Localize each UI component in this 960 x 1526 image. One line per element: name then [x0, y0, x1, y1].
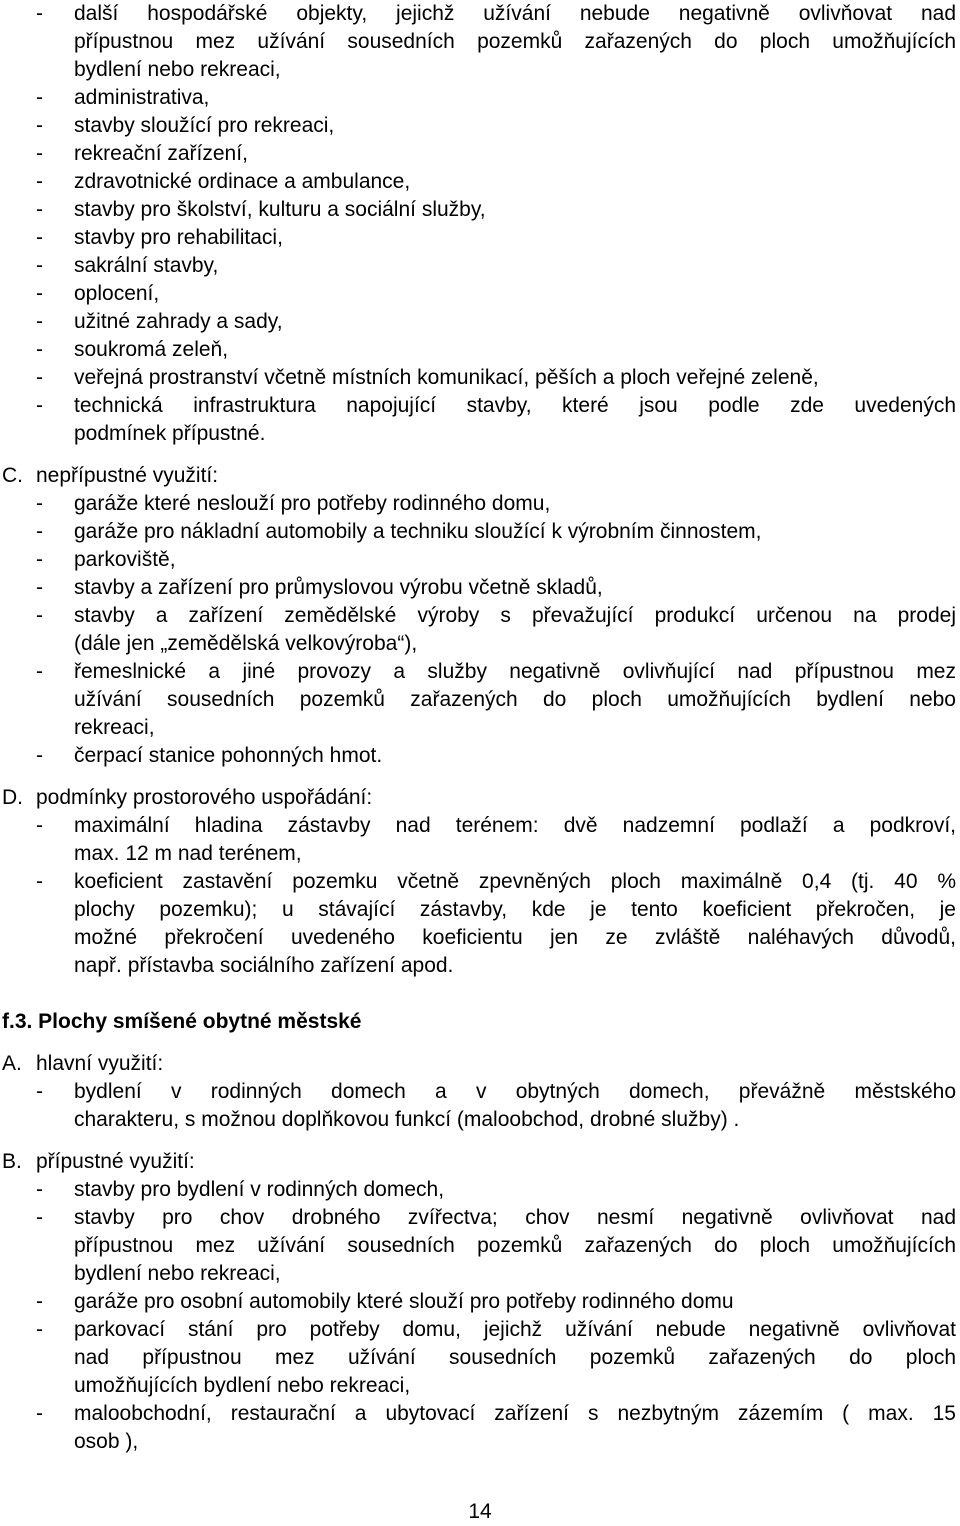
list-dash: - — [36, 198, 43, 221]
list-item-text: parkovací stání pro potřeby domu, jejichž užívání nebude negativně ovlivňovat — [74, 1318, 956, 1341]
list-dash: - — [36, 1080, 43, 1103]
section-label: C. — [2, 464, 23, 487]
list-item-text: administrativa, — [74, 86, 210, 109]
list-item-text: stavby a zařízení zemědělské výroby s převažující produkcí určenou na prodej — [74, 604, 956, 627]
list-dash: - — [36, 282, 43, 305]
list-item-text: technická infrastruktura napojující stavby, které jsou podle zde uvedených — [74, 394, 956, 417]
list-item — [36, 336, 956, 364]
list-dash: - — [36, 86, 43, 109]
list-item — [36, 392, 956, 420]
list-item — [36, 140, 956, 168]
section-heading-b — [2, 1148, 956, 1176]
list-dash: - — [36, 870, 43, 893]
list-item-text: stavby pro rehabilitaci, — [74, 226, 283, 249]
section-title: nepřípustné využití: — [36, 464, 219, 487]
list-dash: - — [36, 744, 43, 767]
list-dash: - — [36, 576, 43, 599]
list-item-text: koeficient zastavění pozemku včetně zpevněných ploch maximálně 0,4 (tj. 40 % — [74, 870, 956, 893]
list-item-continuation: přípustnou mez užívání sousedních pozemků zařazených do ploch umožňujících — [74, 30, 956, 53]
list-item — [36, 1288, 956, 1316]
section-title: podmínky prostorového uspořádání: — [36, 786, 373, 809]
list-dash: - — [36, 660, 43, 683]
list-dash: - — [36, 226, 43, 249]
list-dash: - — [36, 1318, 43, 1341]
list-item — [36, 224, 956, 252]
list-item-continuation: (dále jen „zemědělská velkovýroba“), — [74, 632, 418, 655]
list-dash: - — [36, 548, 43, 571]
list-item — [36, 308, 956, 336]
list-dash: - — [36, 492, 43, 515]
page-number: 14 — [468, 1500, 492, 1523]
list-item — [36, 112, 956, 140]
list-item-text: maloobchodní, restaurační a ubytovací zařízení s nezbytným zázemím ( max. 15 — [74, 1402, 956, 1425]
list-item-continuation: nad přípustnou mez užívání sousedních pozemků zařazených do ploch — [74, 1346, 956, 1369]
list-item-continuation: užívání sousedních pozemků zařazených do ploch umožňujících bydlení nebo — [74, 688, 956, 711]
list-item-continuation: charakteru, s možnou doplňkovou funkcí (maloobchod, drobné služby) . — [74, 1108, 740, 1131]
list-dash: - — [36, 1290, 43, 1313]
list-item — [36, 1204, 956, 1232]
list-item — [36, 280, 956, 308]
list-item — [36, 1400, 956, 1428]
list-item — [36, 1316, 956, 1344]
list-item-text: stavby pro chov drobného zvířectva; chov nesmí negativně ovlivňovat nad — [74, 1206, 956, 1229]
list-item-continuation: možné překročení uvedeného koeficientu jen ze zvláště naléhavých důvodů, — [74, 926, 956, 949]
list-item-text: garáže pro nákladní automobily a techniku sloužící k výrobním činnostem, — [74, 520, 762, 543]
list-item-text: soukromá zeleň, — [74, 338, 229, 361]
list-dash: - — [36, 366, 43, 389]
list-item — [36, 1078, 956, 1106]
section-label: D. — [2, 786, 23, 809]
list-item-text: sakrální stavby, — [74, 254, 219, 277]
list-item-continuation: plochy pozemku); u stávající zástavby, kde je tento koeficient překročen, je — [74, 898, 956, 921]
section-heading-d — [2, 784, 956, 812]
list-dash: - — [36, 1178, 43, 1201]
list-item-continuation: bydlení nebo rekreaci, — [74, 58, 281, 81]
subsection-heading: f.3. Plochy smíšené obytné městské — [2, 1010, 362, 1033]
list-item-text: stavby sloužící pro rekreaci, — [74, 114, 335, 137]
list-item-text: zdravotnické ordinace a ambulance, — [74, 170, 411, 193]
list-dash: - — [36, 338, 43, 361]
section-heading-c — [2, 462, 956, 490]
list-item-text: čerpací stanice pohonných hmot. — [74, 744, 383, 767]
list-item — [36, 84, 956, 112]
list-item-text: bydlení v rodinných domech a v obytných domech, převážně městského — [74, 1080, 956, 1103]
list-item-text: stavby pro bydlení v rodinných domech, — [74, 1178, 445, 1201]
list-item-text: stavby pro školství, kulturu a sociální služby, — [74, 198, 486, 221]
section-heading-a — [2, 1050, 956, 1078]
list-item — [36, 658, 956, 686]
list-dash: - — [36, 1402, 43, 1425]
list-item-text: další hospodářské objekty, jejichž užívání nebude negativně ovlivňovat nad — [74, 2, 956, 25]
section-label: A. — [2, 1052, 22, 1075]
list-item-continuation: umožňujících bydlení nebo rekreaci, — [74, 1374, 411, 1397]
list-item — [36, 1176, 956, 1204]
list-item — [36, 490, 956, 518]
list-item — [36, 0, 956, 28]
list-dash: - — [36, 254, 43, 277]
list-item-continuation: podmínek přípustné. — [74, 422, 266, 445]
list-item — [36, 812, 956, 840]
list-item — [36, 546, 956, 574]
list-dash: - — [36, 520, 43, 543]
list-item-continuation: přípustnou mez užívání sousedních pozemků zařazených do ploch umožňujících — [74, 1234, 956, 1257]
list-dash: - — [36, 142, 43, 165]
list-item-text: užitné zahrady a sady, — [74, 310, 283, 333]
list-dash: - — [36, 394, 43, 417]
list-dash: - — [36, 604, 43, 627]
list-item-continuation: osob ), — [74, 1430, 139, 1453]
list-item — [36, 252, 956, 280]
list-item — [36, 602, 956, 630]
list-dash: - — [36, 2, 43, 25]
list-item-text: veřejná prostranství včetně místních komunikací, pěších a ploch veřejné zeleně, — [74, 366, 819, 389]
list-item-continuation: max. 12 m nad terénem, — [74, 842, 302, 865]
list-dash: - — [36, 1206, 43, 1229]
list-item-text: maximální hladina zástavby nad terénem: dvě nadzemní podlaží a podkroví, — [74, 814, 956, 837]
list-item — [36, 742, 956, 770]
list-dash: - — [36, 310, 43, 333]
list-item-text: oplocení, — [74, 282, 160, 305]
list-item-text: parkoviště, — [74, 548, 176, 571]
list-item-text: garáže pro osobní automobily které slouží pro potřeby rodinného domu — [74, 1290, 734, 1313]
list-item-continuation: bydlení nebo rekreaci, — [74, 1262, 281, 1285]
list-item-continuation: rekreaci, — [74, 716, 155, 739]
list-item-text: stavby a zařízení pro průmyslovou výrobu včetně skladů, — [74, 576, 603, 599]
list-item-text: rekreační zařízení, — [74, 142, 248, 165]
section-title: přípustné využití: — [36, 1150, 195, 1173]
list-dash: - — [36, 170, 43, 193]
list-item — [36, 196, 956, 224]
section-title: hlavní využití: — [36, 1052, 164, 1075]
list-dash: - — [36, 814, 43, 837]
list-item — [36, 168, 956, 196]
list-item — [36, 574, 956, 602]
list-item-continuation: např. přístavba sociálního zařízení apod. — [74, 954, 454, 977]
list-item-text: garáže které neslouží pro potřeby rodinného domu, — [74, 492, 551, 515]
list-item — [36, 868, 956, 896]
section-label: B. — [2, 1150, 22, 1173]
list-item — [36, 518, 956, 546]
list-item — [36, 364, 956, 392]
list-item-text: řemeslnické a jiné provozy a služby negativně ovlivňující nad přípustnou mez — [74, 660, 956, 683]
list-dash: - — [36, 114, 43, 137]
